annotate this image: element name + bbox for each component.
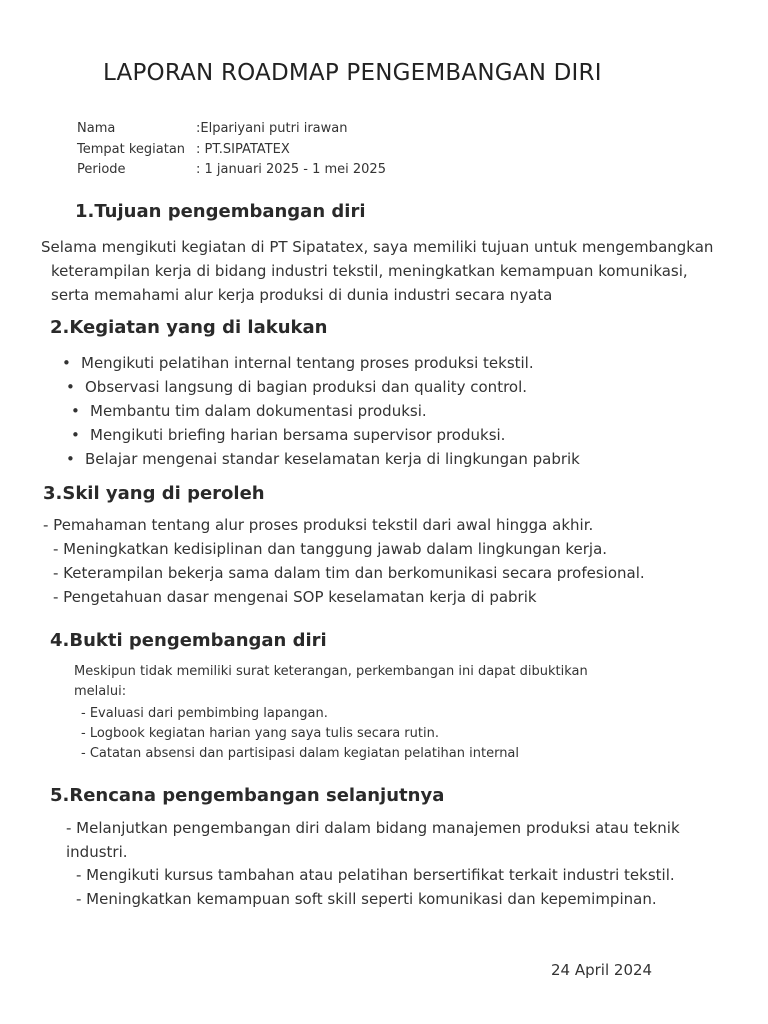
section-1-line: serta memahami alur kerja produksi di dunia industri secara nyata [51,286,553,304]
section-4-line: Meskipun tidak memiliki surat keterangan, perkembangan ini dapat dibuktikan [74,664,588,679]
meta-value-nama: :Elpariyani putri irawan [196,121,348,136]
section-3-line: - Pemahaman tentang alur proses produksi tekstil dari awal hingga akhir. [43,516,594,534]
section-3-heading: 3.Skil yang di peroleh [43,483,265,504]
section-4-heading: 4.Bukti pengembangan diri [50,630,327,651]
section-4-line: melalui: [74,684,127,699]
section-5-heading: 5.Rencana pengembangan selanjutnya [50,785,445,806]
list-item: • Mengikuti pelatihan internal tentang proses produksi tekstil. [81,354,534,372]
section-3-line: - Keterampilan bekerja sama dalam tim dan berkomunikasi secara profesional. [53,564,645,582]
section-5-line: - Meningkatkan kemampuan soft skill seperti komunikasi dan kepemimpinan. [76,890,657,908]
section-3-line: - Meningkatkan kedisiplinan dan tanggung jawab dalam lingkungan kerja. [53,540,608,558]
list-item: • Membantu tim dalam dokumentasi produksi. [90,402,427,420]
meta-label-tempat: Tempat kegiatan [77,142,186,157]
section-4-line: - Logbook kegiatan harian yang saya tulis secara rutin. [81,726,439,741]
list-item: • Mengikuti briefing harian bersama supervisor produksi. [90,426,505,444]
section-5-line: industri. [66,843,128,861]
page-title: LAPORAN ROADMAP PENGEMBANGAN DIRI [103,60,602,86]
section-4-line: - Catatan absensi dan partisipasi dalam kegiatan pelatihan internal [81,746,520,761]
meta-value-tempat: : PT.SIPATATEX [196,142,290,157]
section-5-line: - Mengikuti kursus tambahan atau pelatihan bersertifikat terkait industri tekstil. [76,866,675,884]
section-1-heading: 1.Tujuan pengembangan diri [75,201,366,222]
section-1-line: Selama mengikuti kegiatan di PT Sipatatex, saya memiliki tujuan untuk mengembangkan [41,238,714,256]
section-3-line: - Pengetahuan dasar mengenai SOP keselamatan kerja di pabrik [53,588,537,606]
section-1-line: keterampilan kerja di bidang industri tekstil, meningkatkan kemampuan komunikasi, [51,262,688,280]
list-item: • Belajar mengenai standar keselamatan kerja di lingkungan pabrik [85,450,580,468]
meta-label-periode: Periode [77,162,126,177]
document-date: 24 April 2024 [551,961,653,979]
meta-value-periode: : 1 januari 2025 - 1 mei 2025 [196,162,386,177]
section-5-line: - Melanjutkan pengembangan diri dalam bidang manajemen produksi atau teknik [66,819,680,837]
list-item: • Observasi langsung di bagian produksi dan quality control. [85,378,527,396]
section-4-line: - Evaluasi dari pembimbing lapangan. [81,706,328,721]
meta-label-nama: Nama [77,121,116,136]
section-2-heading: 2.Kegiatan yang di lakukan [50,317,328,338]
